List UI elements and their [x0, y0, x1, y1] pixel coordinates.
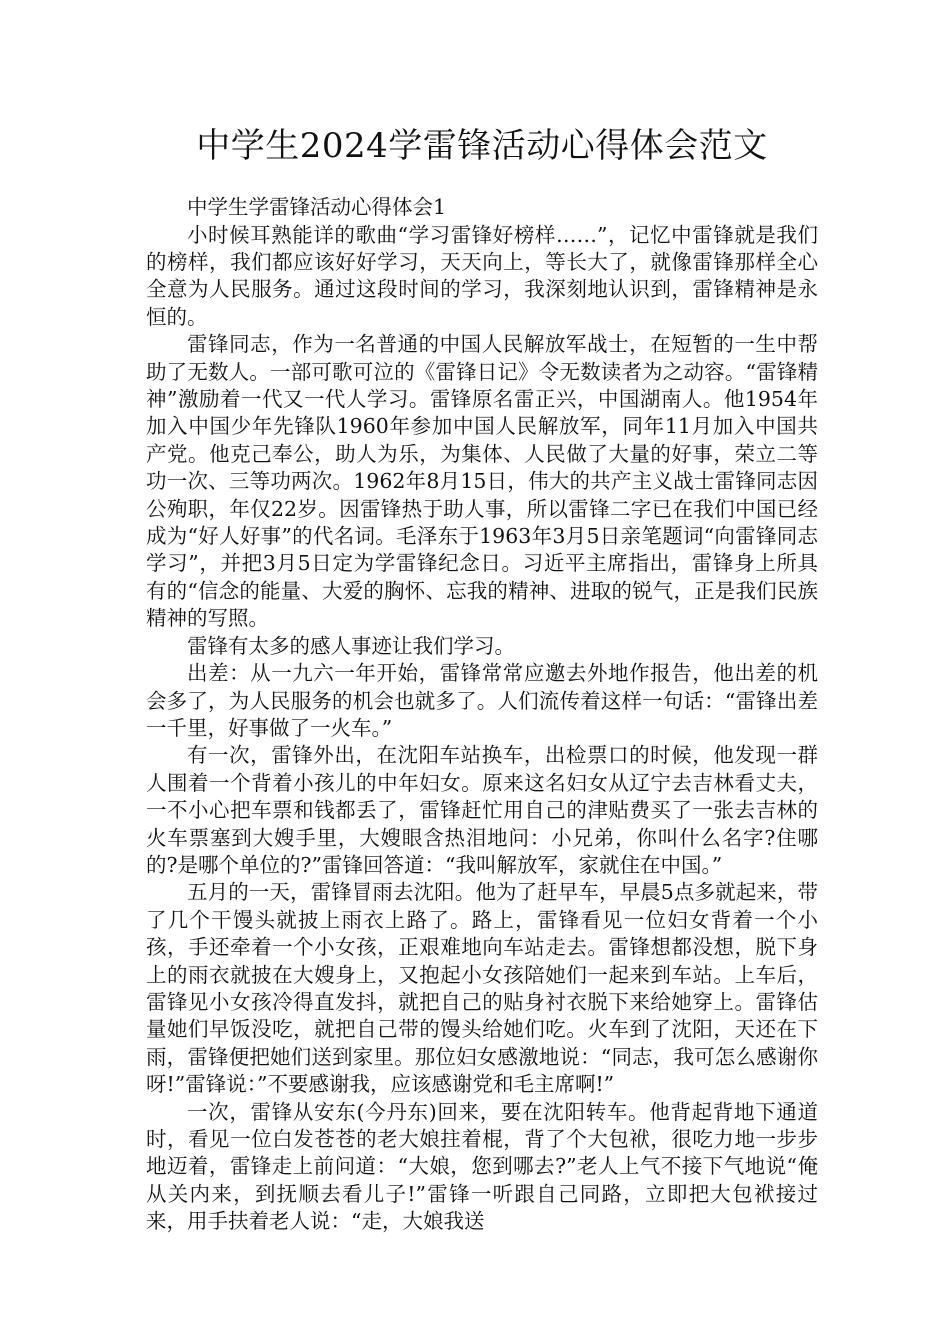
paragraph-shenyang-station: 有一次，雷锋外出，在沈阳车站换车，出检票口的时候，他发现一群人围着一个背着小孩儿的中年妇女。原来这名妇女从辽宁去吉林看丈夫，一不小心把车票和钱都丢了，雷锋赶忙用自己的津贴费买了一张去吉林的火车票塞到大嫂手里，大嫂眼含热泪地问：小兄弟，你叫什么名字?住哪的?是哪个单位的?”雷锋回答道：“我叫解放军，家就住在中国。”: [146, 743, 818, 877]
paragraph-deeds-intro: 雷锋有太多的感人事迹让我们学习。: [187, 633, 515, 658]
paragraph-rainy-day: 五月的一天，雷锋冒雨去沈阳。他为了赶早车，早晨5点多就起来，带了几个干馒头就披上雨衣上路了。路上，雷锋看见一位妇女背着一个小孩，手还牵着一个小女孩，正艰难地向车站走去。雷锋想都没想，脱下身上的雨衣就披在大嫂身上，又抱起小女孩陪她们一起来到车站。上车后，雷锋见小女孩冷得直发抖，就把自己的贴身衬衣脱下来给她穿上。雷锋估量她们早饭没吃，就把自己带的馒头给她们吃。火车到了沈阳，天还在下雨，雷锋便把她们送到家里。那位妇女感激地说：“同志，我可怎么感谢你呀!”雷锋说：”不要感谢我，应该感谢党和毛主席啊!”: [146, 880, 818, 1097]
paragraph-childhood-song: 小时候耳熟能详的歌曲“学习雷锋好榜样……”，记忆中雷锋就是我们的榜样，我们都应该好好学习，天天向上，等长大了，就像雷锋那样全心全意为人民服务。通过这段时间的学习，我深刻地认识到，雷锋精神是永恒的。: [146, 222, 818, 329]
section-heading: 中学生学雷锋活动心得体会1: [187, 195, 447, 220]
paragraph-business-trips: 出差：从一九六一年开始，雷锋常常应邀去外地作报告，他出差的机会多了，为人民服务的机会也就多了。人们流传着这样一句话：“雷锋出差一千里，好事做了一火车。”: [146, 661, 818, 740]
document-title: 中学生2024学雷锋活动心得体会范文: [196, 126, 768, 166]
paragraph-old-lady: 一次，雷锋从安东(今丹东)回来，要在沈阳转车。他背起背地下通道时，看见一位白发苍苍的老大娘拄着棍，背了个大包袱，很吃力地一步步地迈着，雷锋走上前问道：“大娘，您到哪去?”老人上气不接下气地说“俺从关内来，到抚顺去看儿子!”雷锋一听跟自己同路，立即把大包袱接过来，用手扶着老人说：“走，大娘我送: [146, 1099, 818, 1234]
paragraph-biography: 雷锋同志，作为一名普通的中国人民解放军战士，在短暂的一生中帮助了无数人。一部可歌可泣的《雷锋日记》令无数读者为之动容。“雷锋精神”激励着一代又一代人学习。雷锋原名雷正兴，中国湖南人。他1954年加入中国少年先锋队1960年参加中国人民解放军，同年11月加入中国共产党。他克己奉公，助人为乐，为集体、人民做了大量的好事，荣立二等功一次、三等功两次。1962年8月15日，伟大的共产主义战士雷锋同志因公殉职，年仅22岁。因雷锋热于助人事，所以雷锋二字已在我们中国已经成为“好人好事”的代名词。毛泽东于1963年3月5日亲笔题词“向雷锋同志学习”，并把3月5日定为学雷锋纪念日。习近平主席指出，雷锋身上所具有的“信念的能量、大爱的胸怀、忘我的精神、进取的锐气，正是我们民族精神的写照。: [146, 332, 818, 631]
